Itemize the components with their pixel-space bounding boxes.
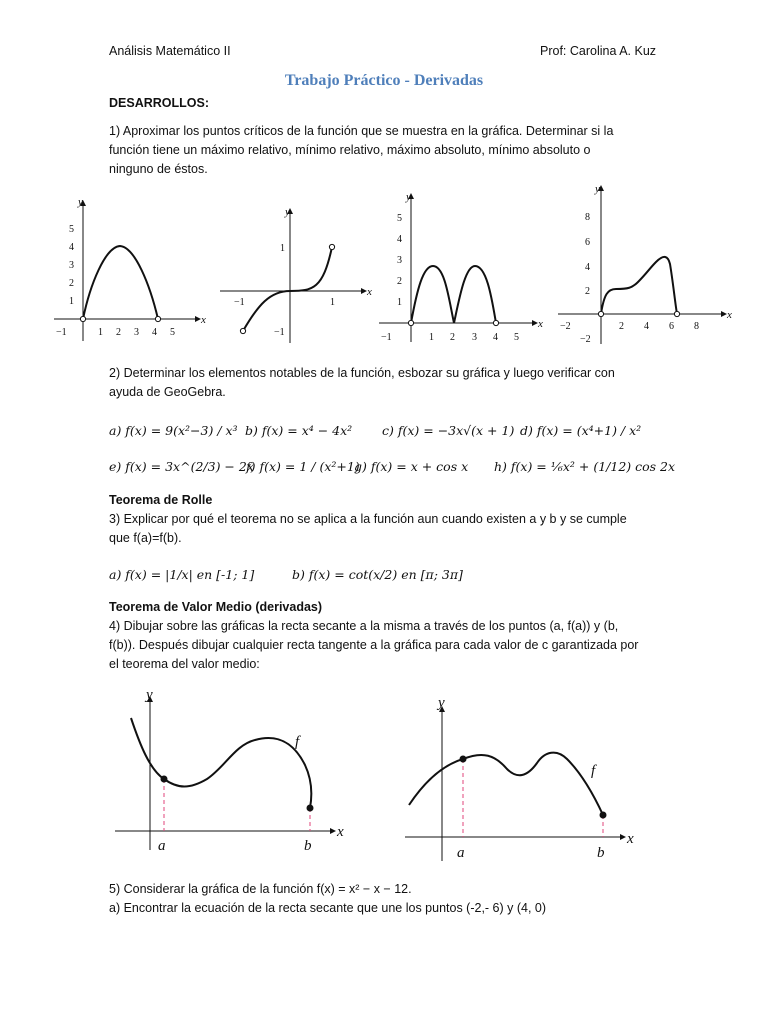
open-point — [155, 316, 160, 321]
tick: −1 — [381, 332, 392, 343]
tick: 2 — [69, 278, 74, 289]
open-point — [240, 328, 245, 333]
graph-3 — [377, 190, 547, 345]
tick: 5 — [397, 213, 402, 224]
q3-item-a: a) f(x) = |1/x| en [-1; 1] — [109, 567, 255, 582]
graph-1 — [50, 195, 215, 345]
tick: −2 — [580, 334, 591, 345]
q2-item-d: d) f(x) = (x⁴+1) / x² — [520, 423, 642, 438]
b-label: b — [304, 838, 312, 854]
course-name: Análisis Matemático II — [109, 44, 231, 58]
tick: 2 — [619, 321, 624, 332]
q2-item-b: b) f(x) = x⁴ − 4x² — [245, 423, 353, 438]
q3-item-b: b) f(x) = cot(x/2) en [π; 3π] — [292, 567, 463, 582]
question-3 — [109, 510, 669, 548]
tick: 2 — [116, 327, 121, 338]
tick: 1 — [330, 297, 335, 308]
open-point — [329, 244, 334, 249]
tick: 2 — [585, 286, 590, 297]
x-label: x — [201, 314, 206, 326]
tick: 1 — [429, 332, 434, 343]
tick: 2 — [397, 276, 402, 287]
x-label: x — [727, 309, 732, 321]
professor-name: Prof: Carolina A. Kuz — [540, 44, 657, 58]
curve — [243, 247, 332, 331]
b-label: b — [597, 845, 605, 861]
tick: 4 — [397, 234, 402, 245]
tick: 4 — [644, 321, 649, 332]
y-label: y — [146, 687, 153, 703]
tick: 1 — [69, 296, 74, 307]
q4-line-3: el teorema del valor medio: — [109, 657, 260, 671]
y-label: y — [595, 183, 600, 195]
x-label: x — [367, 286, 372, 298]
tick: 8 — [585, 212, 590, 223]
rolle-heading: Teorema de Rolle — [109, 493, 213, 507]
tick: 3 — [134, 327, 139, 338]
question-2 — [109, 364, 669, 402]
tick: 1 — [397, 297, 402, 308]
tick: 4 — [585, 262, 590, 273]
q3-line-1: 3) Explicar por qué el teorema no se aplica a la función aun cuando existen a y b y se cumple — [109, 512, 627, 526]
q3-line-2: que f(a)=f(b). — [109, 531, 182, 545]
tick: 6 — [669, 321, 674, 332]
tick: −1 — [274, 327, 285, 338]
question-4 — [109, 617, 669, 674]
tick: 1 — [98, 327, 103, 338]
tick: 4 — [152, 327, 157, 338]
q2-item-f: f) f(x) = 1 / (x²+1) — [246, 459, 360, 474]
curve — [409, 753, 603, 815]
open-point — [408, 320, 413, 325]
q5-line-1: 5) Considerar la gráfica de la función f(x) = x² − x − 12. — [109, 882, 412, 896]
open-point — [598, 311, 603, 316]
tvm-heading: Teorema de Valor Medio (derivadas) — [109, 600, 323, 614]
point-a — [460, 756, 467, 763]
q2-line-2: ayuda de GeoGebra. — [109, 385, 226, 399]
tick: −2 — [560, 321, 571, 332]
q4-line-2: f(b)). Después dibujar cualquier recta tangente a la gráfica para cada valor de c garantizada por — [109, 638, 639, 652]
tick: 3 — [472, 332, 477, 343]
curve — [411, 266, 496, 323]
x-label: x — [627, 831, 634, 847]
y-label: y — [285, 206, 290, 218]
curve — [83, 246, 158, 319]
open-point — [493, 320, 498, 325]
tick: 6 — [585, 237, 590, 248]
q2-item-g: g) f(x) = x + cos x — [354, 459, 469, 474]
section-heading: DESARROLLOS: — [109, 96, 209, 110]
q2-item-a: a) f(x) = 9(x²−3) / x³ — [109, 423, 238, 438]
y-label: y — [438, 695, 445, 711]
question-1 — [109, 122, 669, 179]
graph-6 — [405, 693, 650, 863]
graph-4 — [556, 182, 736, 347]
y-label: y — [406, 191, 411, 203]
q5-line-2: a) Encontrar la ecuación de la recta secante que une los puntos (-2,- 6) y (4, 0) — [109, 901, 547, 915]
tick: 5 — [514, 332, 519, 343]
graph-5 — [115, 685, 360, 860]
graph-2 — [218, 205, 378, 345]
tick: −1 — [56, 327, 67, 338]
curve — [601, 257, 677, 314]
a-label: a — [457, 845, 465, 861]
q2-item-h: h) f(x) = ⅙x² + (1/12) cos 2x — [494, 459, 676, 474]
x-label: x — [538, 318, 543, 330]
q2-item-e: e) f(x) = 3x^(2/3) − 2x — [109, 459, 254, 474]
open-point — [674, 311, 679, 316]
x-label: x — [337, 824, 344, 840]
q2-item-c: c) f(x) = −3x√(x + 1) — [382, 423, 515, 438]
y-label: y — [78, 196, 83, 208]
tick: 1 — [280, 243, 285, 254]
q4-line-1: 4) Dibujar sobre las gráficas la recta secante a la misma a través de los puntos (a, f(a)) y (b, — [109, 619, 619, 633]
tick: −1 — [234, 297, 245, 308]
f-label: f — [591, 763, 596, 779]
curve — [131, 718, 311, 808]
tick: 5 — [69, 224, 74, 235]
point-b — [600, 812, 607, 819]
f-label: f — [295, 734, 300, 750]
q1-line-3: ninguno de éstos. — [109, 162, 208, 176]
tick: 3 — [397, 255, 402, 266]
page-title: Trabajo Práctico - Derivadas — [284, 72, 484, 89]
tick: 8 — [694, 321, 699, 332]
tick: 2 — [450, 332, 455, 343]
q1-line-1: 1) Aproximar los puntos críticos de la función que se muestra en la gráfica. Determinar si la — [109, 124, 614, 138]
point-a — [161, 776, 168, 783]
tick: 3 — [69, 260, 74, 271]
tick: 4 — [493, 332, 498, 343]
q2-line-1: 2) Determinar los elementos notables de la función, esbozar su gráfica y luego verificar con — [109, 366, 615, 380]
a-label: a — [158, 838, 166, 854]
open-point — [80, 316, 85, 321]
point-b — [307, 805, 314, 812]
q1-line-2: función tiene un máximo relativo, mínimo relativo, máximo absoluto, mínimo absoluto o — [109, 143, 591, 157]
tick: 4 — [69, 242, 74, 253]
tick: 5 — [170, 327, 175, 338]
